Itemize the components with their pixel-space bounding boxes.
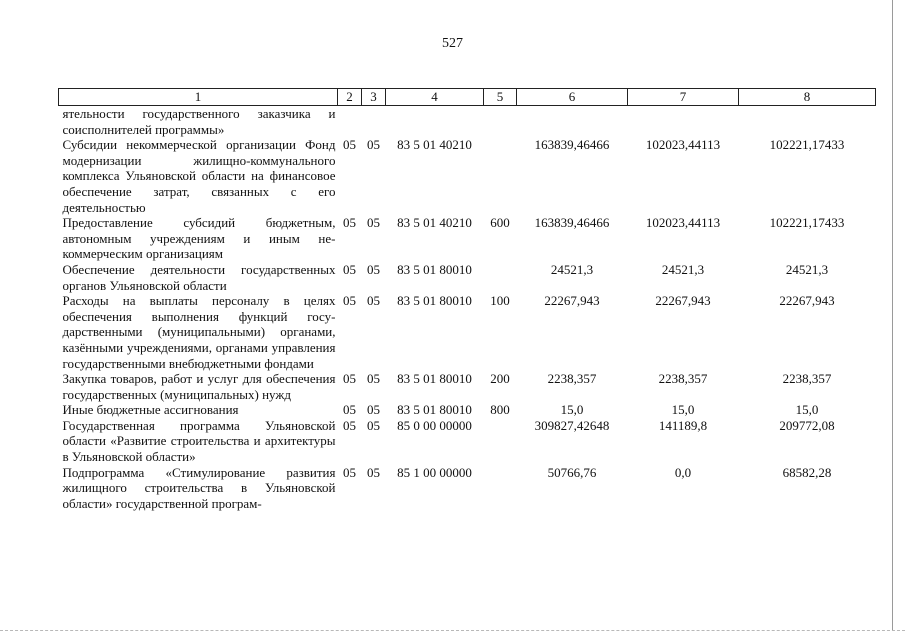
section-code: 05	[343, 261, 356, 277]
subsection-code	[362, 106, 386, 138]
column-header: 8	[739, 89, 876, 106]
amount-col-6: 50766,76	[547, 464, 597, 480]
table-row	[59, 137, 876, 215]
amount-col-8: 209772,08	[779, 417, 835, 433]
section-code: 05	[343, 215, 356, 231]
table-row	[59, 215, 876, 262]
item-name: Закупка товаров, работ и услуг для обеспечения государственных (муниципальных) нужд	[62, 371, 336, 402]
expense-type-code	[484, 465, 517, 512]
expense-type-code: 100	[490, 293, 510, 309]
amount-col-7: 0,0	[674, 464, 692, 480]
subsection-code: 05	[367, 261, 380, 277]
amount-col-7	[628, 106, 739, 138]
amount-col-7: 2238,357	[658, 371, 708, 387]
subsection-code: 05	[367, 402, 380, 418]
expense-type-code: 600	[490, 215, 510, 231]
item-name: Подпрограмма «Стимулирование развития жилищного строительства в Ульяновской области» государственной програм-	[62, 464, 336, 511]
section-code	[338, 106, 362, 138]
amount-col-8: 68582,28	[782, 464, 832, 480]
subsection-code: 05	[367, 293, 380, 309]
amount-col-6: 163839,46466	[534, 137, 610, 153]
table-row	[59, 465, 876, 512]
expense-type-code	[484, 106, 517, 138]
page-border-right	[892, 0, 893, 630]
amount-col-7: 22267,943	[655, 293, 711, 309]
amount-col-8: 102221,17433	[769, 215, 845, 231]
subsection-code: 05	[367, 371, 380, 387]
item-name: Расходы на выплаты персоналу в целях обеспечения выполнения функций государственными (муниципальными) органами, казёнными учреждениями, органами управления государственными внебюджетными фондами	[62, 293, 336, 371]
amount-col-6: 24521,3	[550, 261, 594, 277]
amount-col-8: 24521,3	[785, 261, 829, 277]
column-header: 7	[628, 89, 739, 106]
target-article-code: 85 1 00 00000	[397, 464, 472, 480]
column-header: 6	[517, 89, 628, 106]
budget-table	[58, 88, 876, 511]
amount-col-6: 2238,357	[547, 371, 597, 387]
amount-col-7: 15,0	[671, 402, 695, 418]
item-name: ятельности государственного заказчика и соисполнителей программы»	[62, 106, 336, 137]
page-border-bottom	[0, 630, 905, 631]
target-article-code: 83 5 01 80010	[397, 371, 472, 387]
item-name: Субсидии некоммерческой организации Фонд модернизации жилищно-коммунального комплекса Ульяновской области на финансовое обеспечение затрат, связанных с его деятельностью	[62, 137, 336, 215]
item-name: Обеспечение деятельности государственных органов Ульяновской области	[62, 261, 336, 293]
expense-type-code	[484, 418, 517, 465]
target-article-code: 85 0 00 00000	[397, 417, 472, 433]
target-article-code: 83 5 01 40210	[397, 215, 472, 231]
table-row	[59, 293, 876, 371]
amount-col-7: 141189,8	[658, 417, 708, 433]
expense-type-code	[484, 137, 517, 215]
table-row	[59, 262, 876, 293]
amount-col-8	[739, 106, 876, 138]
target-article-code: 83 5 01 80010	[397, 261, 472, 277]
amount-col-8: 2238,357	[782, 371, 832, 387]
item-name: Государственная программа Ульяновской области «Развитие строительства и архитектуры в Ульяновской области»	[62, 417, 336, 465]
amount-col-6: 22267,943	[544, 293, 600, 309]
item-name: Иные бюджетные ассигнования	[62, 402, 239, 418]
page-number: 527	[442, 36, 463, 51]
subsection-code: 05	[367, 215, 380, 231]
table-row	[59, 371, 876, 402]
column-header: 2	[338, 89, 362, 106]
section-code: 05	[343, 293, 356, 309]
amount-col-6: 309827,42648	[534, 417, 610, 433]
amount-col-7: 102023,44113	[645, 215, 721, 231]
section-code: 05	[343, 137, 356, 153]
section-code: 05	[343, 417, 356, 433]
amount-col-6: 163839,46466	[534, 215, 610, 231]
table-row	[59, 418, 876, 465]
target-article-code	[386, 106, 484, 138]
item-name: Предоставление субсидий бюджетным, автономным учреждениям и иным некоммерческим организациям	[62, 215, 336, 262]
column-header: 5	[484, 89, 517, 106]
column-header: 4	[386, 89, 484, 106]
amount-col-8: 22267,943	[779, 293, 835, 309]
section-code: 05	[343, 371, 356, 387]
column-header: 1	[59, 89, 338, 106]
subsection-code: 05	[367, 417, 380, 433]
amount-col-7: 102023,44113	[645, 137, 721, 153]
section-code: 05	[343, 464, 356, 480]
expense-type-code: 800	[490, 402, 510, 418]
target-article-code: 83 5 01 80010	[397, 402, 472, 418]
subsection-code: 05	[367, 464, 380, 480]
table-row	[59, 106, 876, 138]
target-article-code: 83 5 01 80010	[397, 293, 472, 309]
section-code: 05	[343, 402, 356, 418]
column-header: 3	[362, 89, 386, 106]
table-header-row	[59, 89, 876, 106]
amount-col-7: 24521,3	[661, 261, 705, 277]
target-article-code: 83 5 01 40210	[397, 137, 472, 153]
amount-col-6: 15,0	[560, 402, 584, 418]
expense-type-code	[484, 262, 517, 293]
table-row	[59, 402, 876, 418]
expense-type-code: 200	[490, 371, 510, 387]
amount-col-6	[517, 106, 628, 138]
amount-col-8: 15,0	[795, 402, 819, 418]
subsection-code: 05	[367, 137, 380, 153]
amount-col-8: 102221,17433	[769, 137, 845, 153]
